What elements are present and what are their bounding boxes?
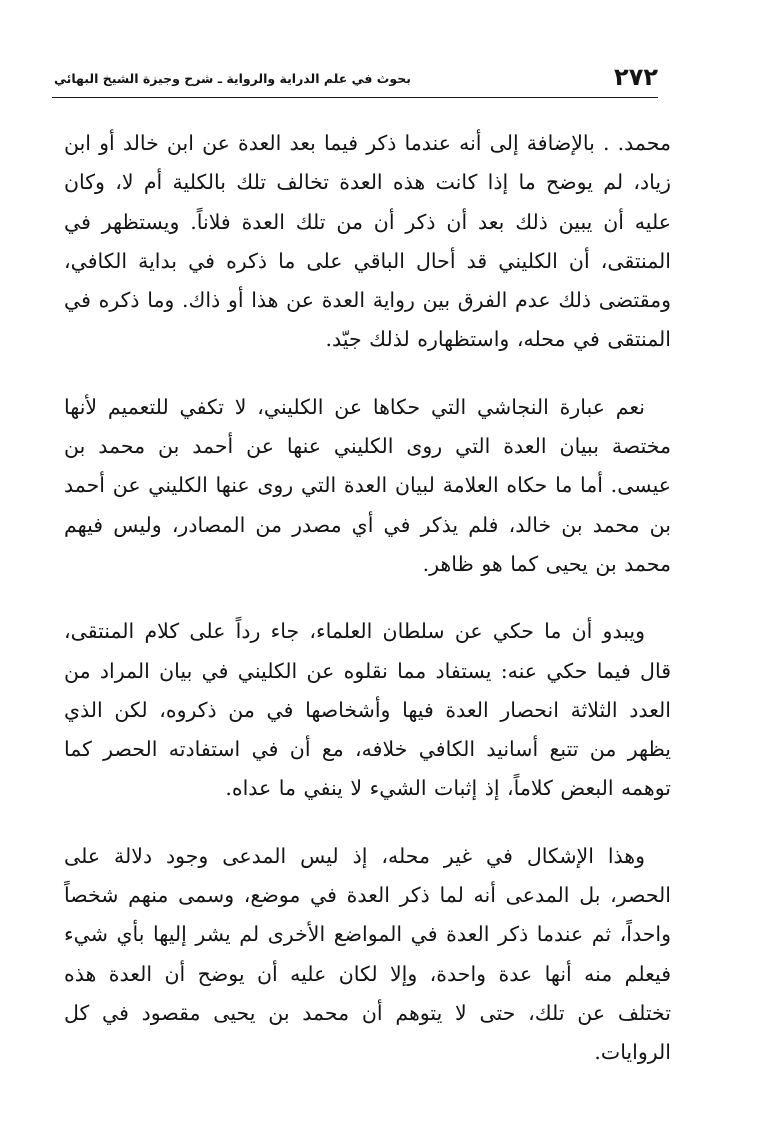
header-divider [52, 97, 658, 98]
paragraph-4: وهذا الإشكال في غير محله، إذ ليس المدعى وجود دلالة على الحصر، بل المدعى أنه لما ذكر العدة في موضع، وسمى منهم شخصاً واحداً، ثم عندما ذكر العدة في المواضع الأخرى لم يشر إليها بأي شيء فيعلم منه أنها عدة واحدة، وإلا لكان عليه أن يوضح أن العدة هذه تختلف عن تلك، حتى لا يتوهم أن محمد بن يحيى مقصود في كل الروايات. [64, 843, 671, 1065]
paragraph-1: محمد. . بالإضافة إلى أنه عندما ذكر فيما بعد العدة عن ابن خالد أو ابن زياد، لم يوضح ما إذا كانت هذه العدة تخالف تلك بالكلية أم لا، وكان عليه أن يبين ذلك بعد أن ذكر أن من تلك العدة فلاناً. ويستظهر في المنتقى، أن الكليني قد أحال الباقي على ما ذكره في بداية الكافي، ومقتضى ذلك عدم الفرق بين رواية العدة عن هذا أو ذاك. وما ذكره في المنتقى في محله، واستظهاره لذلك جيّد. [64, 131, 671, 352]
running-title: بحوث في علم الدراية والرواية ـ شرح وجيزة الشيخ البهائي [54, 71, 411, 86]
page-number: ٢٧٢ [614, 63, 658, 91]
page-header [52, 62, 658, 96]
paragraph-2: نعم عبارة النجاشي التي حكاها عن الكليني، لا تكفي للتعميم لأنها مختصة ببيان العدة التي روى الكليني عنها عن أحمد بن محمد بن عيسى. أما ما حكاه العلامة لبيان العدة التي روى عنها الكليني عن أحمد بن محمد بن خالد، فلم يذكر في أي مصدر من المصادر، وليس فيهم محمد بن يحيى كما هو ظاهر. [64, 394, 671, 576]
paragraph-3: ويبدو أن ما حكي عن سلطان العلماء، جاء رداً على كلام المنتقى، قال فيما حكي عنه: يستفاد مما نقلوه عن الكليني في بيان المراد من العدد الثلاثة انحصار العدة فيها وأشخاصها في من ذكروه، لكن الذي يظهر من تتبع أسانيد الكافي خلافه، مع أن في استفادته الحصر كما توهمه البعض كلاماً، إذ إثبات الشيء لا ينفي ما عداه. [64, 619, 671, 801]
body-text [64, 124, 671, 1101]
